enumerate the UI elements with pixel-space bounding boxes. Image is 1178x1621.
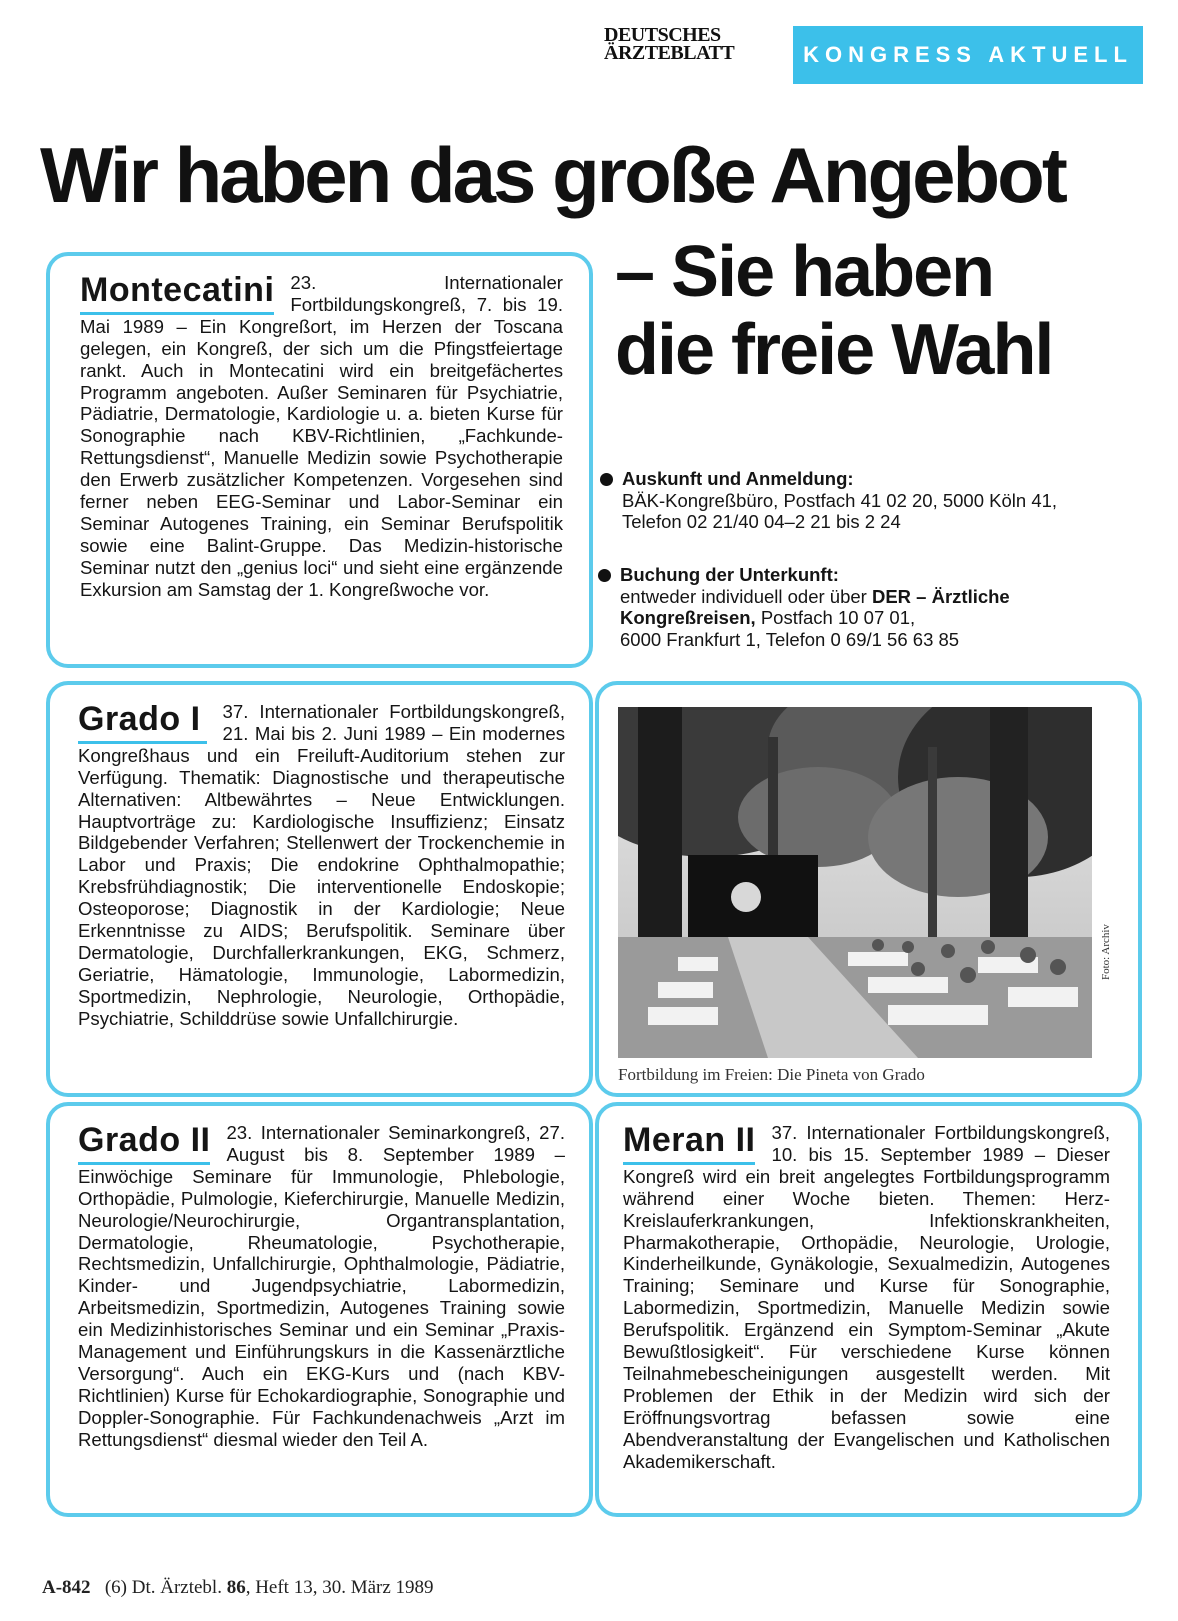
grado2-box [46, 1102, 593, 1517]
buchung-line2: Kongreßreisen, Postfach 10 07 01, [620, 607, 916, 628]
buchung-line3: 6000 Frankfurt 1, Telefon 0 69/1 56 63 85 [620, 628, 960, 650]
headline-line1: Wir haben das große Angebot [40, 131, 1065, 219]
grado2-text: 23. Internationaler Seminarkongreß, 27. August bis 8. September 1989 – Einwöchige Seminare für Immunologie, Phlebologie, Orthopädie, Pulmologie, Kieferchirurgie, Manuelle Medizin, Neurologie/Neurochirurgie, Organtransplantation, Dermatologie, Rheumatologie, Psychotherapie, Rechtsmedizin, Unfallchirurgie, Ophthalmologie, Pädiatrie, Kinder- und Jugendpsychiatrie, Labormedizin, Arbeitsmedizin, Sportmedizin, Autogenes Training sowie ein Medizinhistorisches Seminar und ein Seminar „Praxis-Management und Einführungskurs in die Kassenärztliche Versorgung“. Auch ein EKG-Kurs und (nach KBV-Richtlinien) Kurse für Echokardiographie, Sonographie und Doppler-Sonographie. Für Fachkundenachweis „Arzt im Rettungsdienst“ diesmal wieder den Teil A. [78, 1122, 565, 1450]
headline-line2: – Sie haben [615, 232, 994, 312]
grado2-title: Grado II [78, 1122, 210, 1165]
montecatini-title: Montecatini [80, 272, 274, 315]
photo-pineta-grado [618, 707, 1092, 1058]
meran2-title: Meran II [623, 1122, 755, 1165]
montecatini-box [46, 252, 593, 668]
meran2-text: 37. Internationaler Fortbildungskongreß, 10. bis 15. September 1989 – Dieser Kongreß wird ein breit angelegtes Fortbildungsprogramm während einer Woche bieten. Themen: Herz-Kreislauferkrankungen, Infektionskrankheiten, Pharmakotherapie, Orthopädie, Neurologie, Urologie, Kinderheilkunde, Gynäkologie, Sexualmedizin, Autogenes Training; Seminare und Kurse für Sonographie, Labormedizin, Sportmedizin, Manuelle Medizin sowie Berufspolitik. Ergänzend ein Symptom-Seminar „Akute Bewußtlosigkeit“. Für verschiedene Kurse können Teilnahmebescheinigungen ausgestellt werden. Mit Problemen der Ethik in der Medizin wird sich der Eröffnungsvortrag befassen sowie eine Abendveranstaltung der Evangelischen und Katholischen Akademikerschaft. [623, 1122, 1110, 1472]
section-label: KONGRESS AKTUELL [793, 26, 1143, 84]
buchung-der: DER – Ärztliche [871, 585, 1010, 607]
buchung-kongressreisen: Kongreßreisen, [620, 607, 756, 628]
citation-a: (6) Dt. Ärztebl. [104, 1577, 227, 1598]
citation-b: , Heft 13, 30. März 1989 [245, 1577, 434, 1598]
montecatini-text: 23. Internationaler Fortbildungskongreß, 7. bis 19. Mai 1989 – Ein Kongreßort, im Herzen der Toscana gelegen, ein Kongreß, der sich um die Pfingstfeiertage rankt. Auch in Montecatini wird ein breitgefächertes Programm angeboten. Außer Seminaren für Psychiatrie, Pädiatrie, Dermatologie, Kardiologie u. a. bieten Kurse für Sonographie nach KBV-Richtlinien, „Fachkunde-Rettungsdienst“, Manuelle Medizin sowie Psychotherapie den Erwerb zusätzlicher Kompetenzen. Vorgesehen sind ferner neben EEG-Seminar und Labor-Seminar ein Seminar Autogenes Training, ein Seminar Berufspolitik sowie eine Balint-Gruppe. Das Medizin-historische Seminar nutzt den „genius loci“ und sieht eine ergänzende Exkursion am Samstag der 1. Kongreßwoche vor. [80, 272, 563, 600]
info-auskunft [622, 468, 1142, 533]
info-buchung [620, 564, 1140, 650]
montecatini-text-block [80, 272, 563, 601]
photo-illustration [618, 707, 1092, 1058]
meran2-box [595, 1102, 1142, 1517]
masthead-line1: DEUTSCHES [604, 24, 721, 46]
page-footer [42, 1577, 434, 1599]
volume-number: 86 [226, 1577, 246, 1598]
buchung-title: Buchung der Unterkunft: [620, 564, 839, 585]
meran2-text-block [623, 1122, 1110, 1473]
masthead [604, 26, 784, 62]
auskunft-line1: BÄK-Kongreßbüro, Postfach 41 02 20, 5000 Köln 41, [622, 489, 1058, 511]
grado1-box [46, 681, 593, 1097]
photo-caption: Fortbildung im Freien: Die Pineta von Grado [618, 1065, 925, 1084]
grado1-text-block [78, 701, 565, 1030]
buchung-line1: entweder individuell oder über DER – Ärztliche [620, 585, 1010, 607]
grado1-title: Grado I [78, 701, 207, 744]
grado2-text-block [78, 1122, 565, 1451]
grado1-text: 37. Internationaler Fortbildungskongreß, 21. Mai bis 2. Juni 1989 – Ein modernes Kongreßhaus und ein Freiluft-Auditorium stehen zur Verfügung. Thematik: Diagnostische und therapeutische Alternativen: Altbewährtes – Neue Entwicklungen. Hauptvorträge zu: Kardiologische Insuffizienz; Einsatz Bildgebender Verfahren; Stellenwert der Trockenchemie in Labor und Praxis; Die endokrine Ophthalmopathie; Krebsfrühdiagnostik; Die interventionelle Endoskopie; Osteoporose; Diagnostik in der Kardiologie; Neue Erkenntnisse zu AIDS; Berufspolitik. Seminare über Dermatologie, Durchfallerkrankungen, EKG, Schmerz, Geriatrie, Hämatologie, Immunologie, Labormedizin, Sportmedizin, Nephrologie, Neurologie, Orthopädie, Psychiatrie, Schilddrüse sowie Unfallchirurgie. [78, 701, 565, 1029]
auskunft-line2: Telefon 02 21/40 04–2 21 bis 2 24 [622, 511, 901, 532]
photo-credit: Foto: Archiv [1100, 924, 1112, 980]
bullet-icon [600, 473, 613, 486]
auskunft-title: Auskunft und Anmeldung: [622, 468, 854, 489]
headline-line3: die freie Wahl [615, 310, 1053, 390]
masthead-line2: ÄRZTEBLATT [604, 42, 735, 64]
page-number: A-842 [42, 1577, 91, 1598]
bullet-icon [598, 569, 611, 582]
